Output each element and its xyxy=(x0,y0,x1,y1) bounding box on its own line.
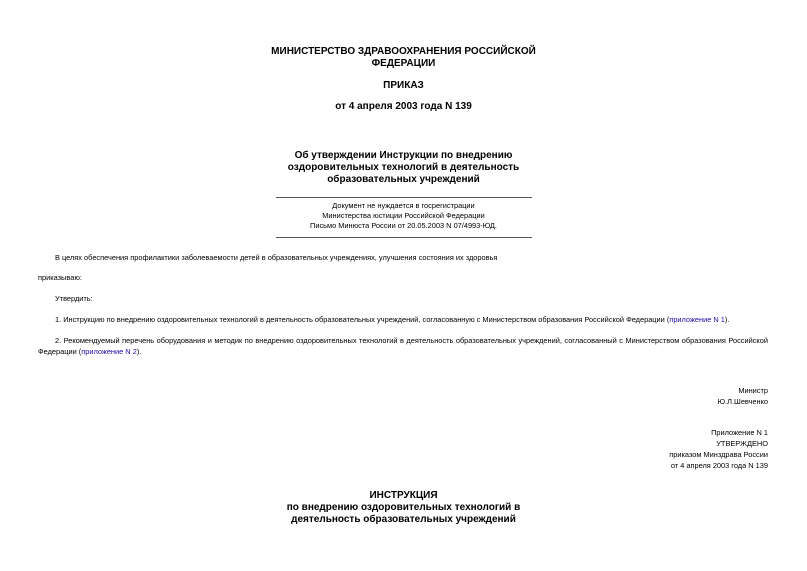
registration-line-1: Документ не нуждается в госрегистрации xyxy=(332,201,475,210)
instruction-line-3: деятельность образовательных учреждений xyxy=(291,514,516,525)
registration-note xyxy=(0,201,807,231)
instruction-line-1: ИНСТРУКЦИЯ xyxy=(369,490,438,501)
appendix-line-2: УТВЕРЖДЕНО xyxy=(716,439,768,448)
appendix-2-link[interactable]: приложение N 2 xyxy=(81,347,137,356)
document-title xyxy=(0,150,807,186)
title-line-1: Об утверждении Инструкции по внедрению xyxy=(294,150,513,161)
appendix-1-link[interactable]: приложение N 1 xyxy=(669,315,725,324)
preamble-paragraph: В целях обеспечения профилактики заболеваемости детей в образовательных учреждениях, улучшения состояния их здоровья xyxy=(55,253,498,262)
order-heading: ПРИКАЗ xyxy=(383,80,424,91)
item-2-text: 2. Рекомендуемый перечень оборудования и методик по внедрению оздоровительных технологий в деятельность образовательных учреждений, согласованный с Министерством образования Российской Федерации ( xyxy=(38,336,768,356)
instruction-line-2: по внедрению оздоровительных технологий в xyxy=(286,502,521,513)
approve-paragraph: Утвердить: xyxy=(55,294,93,303)
item-2-paragraph xyxy=(38,335,768,357)
divider-top xyxy=(276,197,532,198)
ministry-line-2: ФЕДЕРАЦИИ xyxy=(371,58,436,69)
ministry-heading xyxy=(0,46,807,70)
order-date-number: от 4 апреля 2003 года N 139 xyxy=(335,101,472,112)
appendix-line-1: Приложение N 1 xyxy=(711,428,768,437)
signature-name: Ю.Л.Шевченко xyxy=(717,397,768,406)
title-line-3: образовательных учреждений xyxy=(327,174,480,185)
item-2-end: ). xyxy=(136,347,142,356)
divider-bottom xyxy=(276,237,532,238)
signature-title: Министр xyxy=(738,386,768,395)
item-1-paragraph xyxy=(55,314,768,325)
appendix-approval-block xyxy=(669,427,768,471)
signature-block xyxy=(718,385,768,407)
appendix-line-4: от 4 апреля 2003 года N 139 xyxy=(670,461,768,470)
instruction-heading xyxy=(0,490,807,526)
appendix-line-3: приказом Минздрава России xyxy=(669,450,768,459)
registration-line-2: Министерства юстиции Российской Федерации xyxy=(322,211,485,220)
title-line-2: оздоровительных технологий в деятельность xyxy=(287,162,520,173)
order-word: приказываю: xyxy=(38,273,82,282)
registration-line-3: Письмо Минюста России от 20.05.2003 N 07/4993-ЮД. xyxy=(310,221,497,230)
ministry-line-1: МИНИСТЕРСТВО ЗДРАВООХРАНЕНИЯ РОССИЙСКОЙ xyxy=(271,46,536,57)
item-1-text: 1. Инструкцию по внедрению оздоровительных технологий в деятельность образовательных учреждений, согласованную с Министерством образования Российской Федерации ( xyxy=(55,315,670,324)
item-1-end: ). xyxy=(724,315,730,324)
